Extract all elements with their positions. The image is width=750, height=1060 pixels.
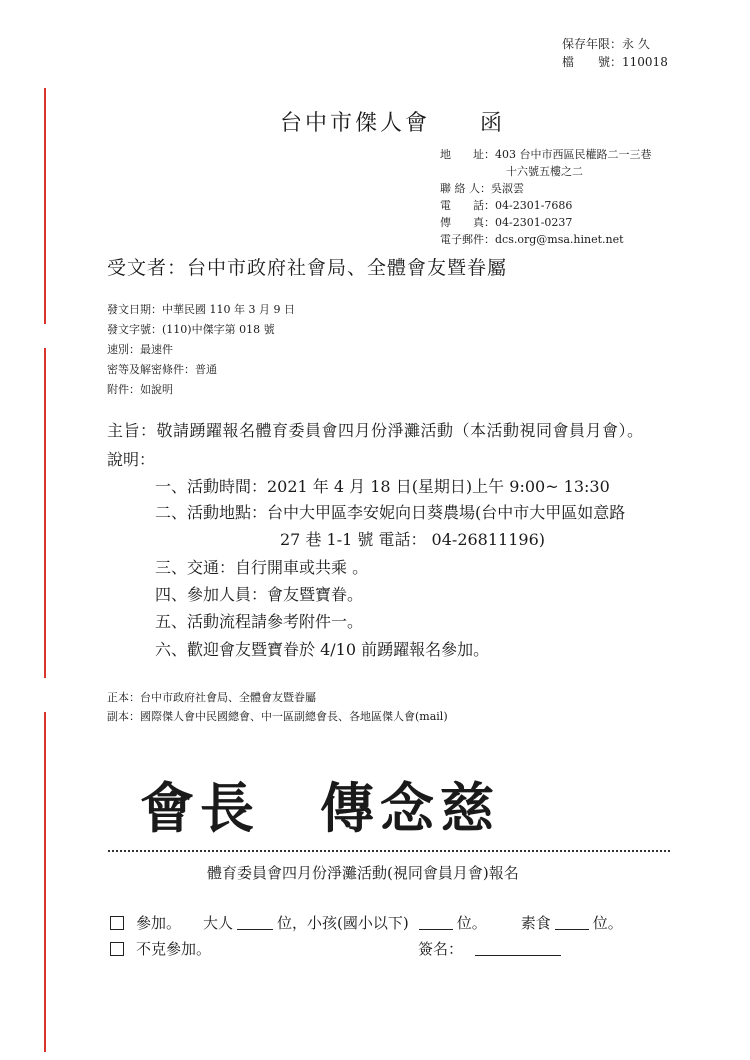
attend-row xyxy=(110,912,623,933)
vegetarian-count-field[interactable] xyxy=(555,915,589,930)
explain-label: 說明： xyxy=(107,450,156,469)
file-number-row xyxy=(562,53,668,70)
file-label: 檔 號： xyxy=(562,55,623,69)
email-value: dcs.org@msa.hinet.net xyxy=(495,233,624,246)
retention-value: 永 久 xyxy=(622,37,650,51)
delivery-speed: 速別：最速件 xyxy=(107,343,173,356)
fax-value: 04-2301-0237 xyxy=(495,216,573,229)
adults-label: 大人 xyxy=(203,914,234,932)
attachment-note: 附件：如說明 xyxy=(107,383,173,396)
retention-label: 保存年限： xyxy=(562,37,623,51)
explain-item-5: 五、活動流程請參考附件一。 xyxy=(155,612,364,631)
margin-line-top xyxy=(44,88,46,324)
contact-block xyxy=(440,146,652,248)
margin-line-bottom xyxy=(44,712,46,1052)
vegetarian-unit: 位。 xyxy=(592,914,623,932)
document-title: 台中市傑人會 函 xyxy=(280,111,506,136)
decline-label: 不克參加。 xyxy=(136,940,212,958)
sign-field[interactable] xyxy=(475,941,561,956)
address-line1: 403 台中市西區民權路二一三巷 xyxy=(495,148,652,161)
explain-item-4: 四、參加人員：會友暨寶眷。 xyxy=(155,585,364,604)
phone-label: 電 話： xyxy=(440,199,495,212)
file-value: 110018 xyxy=(622,55,668,69)
subject-line: 主旨：敬請踴躍報名體育委員會四月份淨灘活動（本活動視同會員月會）。 xyxy=(107,421,644,440)
security-level: 密等及解密條件：普通 xyxy=(107,363,217,376)
sign-label: 簽名： xyxy=(418,940,464,958)
explain-item-1: 一、活動時間：2021 年 4 月 18 日(星期日)上午 9:00~ 13:30 xyxy=(155,477,610,496)
recipient-line: 受文者：台中市政府社會局、全體會友暨眷屬 xyxy=(107,257,508,279)
address-line2: 十六號五樓之二 xyxy=(506,165,583,178)
attend-label: 參加。 xyxy=(136,914,182,932)
vegetarian-label: 素食 xyxy=(520,914,551,932)
explain-item-2: 二、活動地點：台中大甲區李安妮向日葵農場(台中市大甲區如意路 xyxy=(155,503,626,522)
margin-line-middle xyxy=(44,348,46,678)
adults-count-field[interactable] xyxy=(237,915,273,930)
president-signature: 會長 傳念慈 xyxy=(140,777,500,840)
email-label: 電子郵件： xyxy=(440,233,495,246)
children-label: 位，小孩(國小以下) xyxy=(277,914,409,932)
explain-item-3: 三、交通：自行開車或共乘 。 xyxy=(155,558,369,577)
retention-row xyxy=(562,35,650,52)
explain-item-6: 六、歡迎會友暨寶眷於 4/10 前踴躍報名參加。 xyxy=(155,640,490,659)
distribution-copy: 副本：國際傑人會中民國總會、中一區副總會長、各地區傑人會(mail) xyxy=(107,710,448,723)
cut-line xyxy=(108,850,670,852)
children-unit: 位。 xyxy=(456,914,487,932)
issue-number: 發文字號：(110)中傑字第 018 號 xyxy=(107,323,275,336)
meta-block xyxy=(107,300,295,400)
explain-item-2-cont: 27 巷 1-1 號 電話： 04-26811196) xyxy=(280,530,546,549)
decline-row xyxy=(110,938,211,959)
form-title: 體育委員會四月份淨灘活動(視同會員月會)報名 xyxy=(207,864,519,882)
decline-checkbox[interactable] xyxy=(110,942,124,956)
distribution-original: 正本：台中市政府社會局、全體會友暨眷屬 xyxy=(107,691,316,704)
address-label: 地 址： xyxy=(440,148,495,161)
attend-checkbox[interactable] xyxy=(110,916,124,930)
phone-value: 04-2301-7686 xyxy=(495,199,573,212)
contact-person-label: 聯 絡 人： xyxy=(440,182,491,195)
fax-label: 傳 真： xyxy=(440,216,495,229)
issue-date: 發文日期：中華民國 110 年 3 月 9 日 xyxy=(107,303,295,316)
signature-row xyxy=(418,938,561,959)
contact-person-value: 吳淑雲 xyxy=(491,182,524,195)
children-count-field[interactable] xyxy=(419,915,453,930)
